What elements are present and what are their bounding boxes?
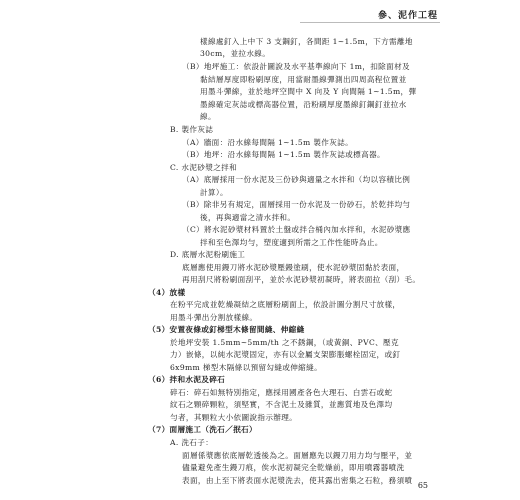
text-line: （A）底層採用一份水泥及三份砂與適量之水拌和（均以容積比例 xyxy=(182,175,411,184)
text-line: 紋石之顆碎顆粒，須堅實，不含泥土及雜質，並應質地及色澤均 xyxy=(170,400,393,409)
text-line: 碎石：碎石如無特別指定，應採用國產各色大理石、白雲石或蛇 xyxy=(170,388,393,397)
text-line: （A）牆面：沿水線每間隔 1~1.5m 製作灰誌。 xyxy=(182,138,354,147)
text-line: 30cm，並拉水線。 xyxy=(200,49,271,58)
text-line: （B）地坪：沿水線每間隔 1~1.5m 製作灰誌或標高器。 xyxy=(182,150,385,159)
text-line: 計算）。 xyxy=(200,188,228,197)
text-line: 面層係漿應依底層乾透後為之。面層應先以鏝刀用力均勻壓平，並 xyxy=(182,451,413,460)
text-line: 再用刮尺將粉刷面刮平，並於水泥砂漿初凝時，將表面拉（刮）毛。 xyxy=(182,275,421,284)
section-heading: （6）拌和水泥及碎石 xyxy=(148,375,226,384)
text-line: D. 底層水泥粉刷施工 xyxy=(170,250,246,259)
text-line: 黏結層厚度即粉刷厚度，用當耐墨線彈測出四周高程位置並 xyxy=(200,75,407,84)
text-line: 拌和至色澤均勻，塑度適到所需之工作性能時為止。 xyxy=(200,238,383,247)
text-line: 用墨斗彈線，並於地坪空間中 X 向及 Y 向間隔 1~1.5m，彈 xyxy=(200,87,417,96)
text-line: （B）除非另有規定，面層採用一份水泥及一份砂石，於乾拌均勻 xyxy=(182,200,411,209)
text-line: 用墨斗彈出分割放樣線。 xyxy=(170,313,258,322)
running-header: 參、泥作工程 xyxy=(377,11,438,21)
section-heading: （5）安置夜條或釘梯型木條留間縫、伸縮縫 xyxy=(148,325,305,334)
text-line: 於地坪安裝 1.5mm~5mm/th 之不銹鋼，（或黃銅、PVC、壓克 xyxy=(170,338,399,347)
text-line: 勻者，其顆粒大小依圖說指示辦理。 xyxy=(170,413,298,422)
text-line: 儘量避免產生鏝刀痕，俟水泥初凝完全乾燥前，即用噴霧器噴洗 xyxy=(182,463,405,472)
text-line: 力）嵌條，以純水泥漿固定，亦有以金屬支架膨脹螺栓固定，或釘 xyxy=(170,350,401,359)
text-line: B. 製作灰誌 xyxy=(170,125,214,134)
text-line: 在粉平完成並乾燥凝結之底層粉刷面上，依設計圖分割尺寸放樣， xyxy=(170,300,401,309)
text-line: 後，再與適當之清水拌和。 xyxy=(200,213,296,222)
text-line: 線。 xyxy=(200,112,216,121)
text-line: 底層應使用鏝刀將水泥砂漿壓鏝塗刷，使水泥砂漿固黏於表面， xyxy=(182,263,405,272)
text-line: 表面，由上至下將表面水泥漿洗去，使其露出密集之石粒，務須噴 xyxy=(182,476,413,485)
section-heading: （7）面層施工（洗石／抿石） xyxy=(148,425,257,434)
text-line: （C）將水泥砂漿材料置於土盤或拌合桶內加水拌和，水泥砂漿應 xyxy=(182,225,411,234)
text-line: C. 水泥砂漿之拌和 xyxy=(170,163,238,172)
header-rule xyxy=(300,22,440,23)
text-line: A. 洗石子： xyxy=(170,438,214,447)
section-heading: （4）放樣 xyxy=(148,288,186,297)
text-line: 樣線處釘入上中下 3 支鋼釘，各間距 1~1.5m，下方需離地 xyxy=(200,37,413,46)
text-line: 6x9mm 梯型木隔條以預留勾縫或伸縮縫。 xyxy=(170,363,323,372)
text-line: 墨線確定灰誌或標高器位置，沿粉刷厚度墨線釘鋼釘並拉水 xyxy=(200,100,407,109)
page-number: 65 xyxy=(417,481,428,490)
text-line: （B）地坪施工：依設計圖說及水平基準線向下 1m，扣除面材及 xyxy=(182,62,410,71)
